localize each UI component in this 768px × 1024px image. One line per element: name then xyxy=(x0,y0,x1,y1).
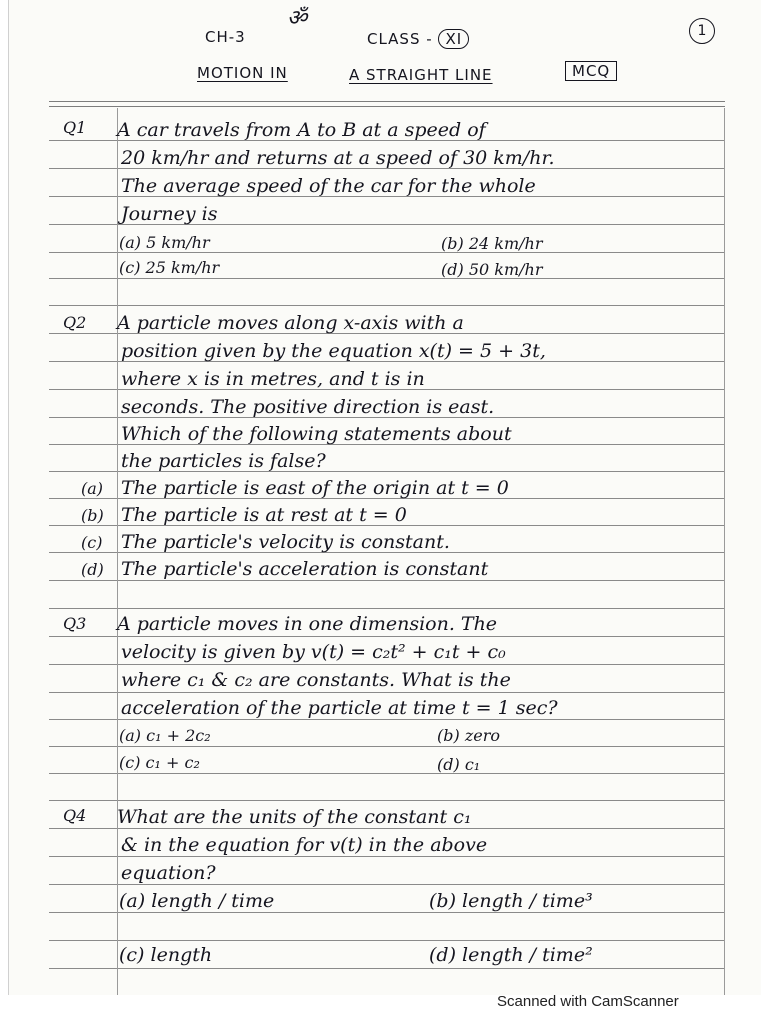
header-rule xyxy=(49,106,725,107)
option: (b) 24 km/hr xyxy=(441,234,543,253)
option-label: (b) xyxy=(81,506,104,525)
option: (a) 5 km/hr xyxy=(119,233,210,252)
ruled-line xyxy=(49,664,725,665)
option: The particle is east of the origin at t = 0 xyxy=(121,477,509,499)
page-number: 1 xyxy=(689,18,715,44)
option: (b) zero xyxy=(437,726,500,745)
question-number: Q3 xyxy=(63,614,87,633)
question-line: position given by the equation x(t) = 5 + 3t, xyxy=(121,340,546,362)
top-mark: ॐ xyxy=(287,6,308,31)
option: The particle's velocity is constant. xyxy=(121,531,450,553)
ruled-line xyxy=(49,828,725,829)
option: (c) c₁ + c₂ xyxy=(119,753,200,772)
notebook-page xyxy=(8,0,761,995)
ruled-line xyxy=(49,884,725,885)
right-margin-line xyxy=(724,108,725,995)
question-line: What are the units of the constant c₁ xyxy=(117,806,472,828)
question-number: Q2 xyxy=(63,313,87,332)
question-line: A car travels from A to B at a speed of xyxy=(117,119,486,141)
question-line: Which of the following statements about xyxy=(121,423,512,445)
option: (a) length / time xyxy=(119,890,275,912)
class-label xyxy=(367,30,469,48)
option: (d) length / time² xyxy=(429,944,593,966)
ruled-line xyxy=(49,800,725,801)
question-number: Q4 xyxy=(63,806,87,825)
chapter-label: CH-3 xyxy=(205,28,246,46)
ruled-line xyxy=(49,252,725,253)
question-line: A particle moves in one dimension. The xyxy=(117,613,498,635)
question-line: equation? xyxy=(121,862,216,884)
option-label: (a) xyxy=(81,479,104,498)
ruled-line xyxy=(49,968,725,969)
question-line: the particles is false? xyxy=(121,450,326,472)
scanner-watermark: Scanned with CamScanner xyxy=(497,993,679,1010)
ruled-line xyxy=(49,746,725,747)
option: The particle is at rest at t = 0 xyxy=(121,504,407,526)
question-line: A particle moves along x-axis with a xyxy=(117,312,464,334)
ruled-line xyxy=(49,608,725,609)
option: The particle's acceleration is constant xyxy=(121,558,489,580)
ruled-line xyxy=(49,912,725,913)
option: (b) length / time³ xyxy=(429,890,593,912)
question-line: 20 km/hr and returns at a speed of 30 km/hr. xyxy=(121,147,555,169)
option-label: (c) xyxy=(81,533,103,552)
option: (c) 25 km/hr xyxy=(119,258,220,277)
ruled-line xyxy=(49,719,725,720)
ruled-line xyxy=(49,580,725,581)
mcq-tag-text: MCQ xyxy=(565,61,617,81)
title-part2: A STRAIGHT LINE xyxy=(349,66,493,84)
option: (d) c₁ xyxy=(437,755,481,774)
question-line: & in the equation for v(t) in the above xyxy=(121,834,488,856)
question-line: acceleration of the particle at time t = 1 sec? xyxy=(121,697,558,719)
ruled-line xyxy=(49,636,725,637)
class-label-text: CLASS - xyxy=(367,30,433,48)
question-line: where c₁ & c₂ are constants. What is the xyxy=(121,669,511,691)
question-line: seconds. The positive direction is east. xyxy=(121,396,495,418)
ruled-line xyxy=(49,856,725,857)
question-line: The average speed of the car for the whole xyxy=(121,175,536,197)
question-line: velocity is given by v(t) = c₂t² + c₁t + c₀ xyxy=(121,641,506,663)
ruled-line xyxy=(49,692,725,693)
option: (d) 50 km/hr xyxy=(441,260,543,279)
ruled-line xyxy=(49,278,725,279)
mcq-tag xyxy=(565,62,617,80)
ruled-line xyxy=(49,940,725,941)
ruled-line xyxy=(49,305,725,306)
question-number: Q1 xyxy=(63,118,87,137)
ruled-line xyxy=(49,773,725,774)
header-rule xyxy=(49,101,725,102)
class-value: XI xyxy=(438,29,469,49)
option-label: (d) xyxy=(81,560,104,579)
margin-line xyxy=(117,108,118,995)
question-line: Journey is xyxy=(121,203,218,225)
option: (a) c₁ + 2c₂ xyxy=(119,726,211,745)
title-part1: MOTION IN xyxy=(197,64,288,82)
question-line: where x is in metres, and t is in xyxy=(121,368,425,390)
option: (c) length xyxy=(119,944,213,966)
